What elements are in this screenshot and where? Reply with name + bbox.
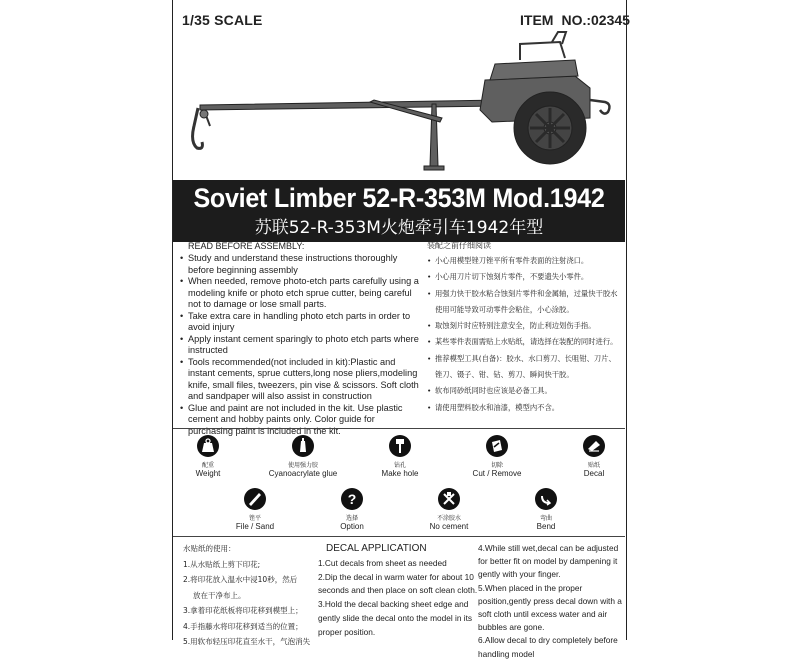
decal-instructions-cn	[183, 541, 333, 650]
legend-label-en: No cement	[429, 522, 469, 531]
decal-step: 3.Hold the decal backing sheet edge and gently slide the decal onto the model in its proper position.	[318, 599, 473, 637]
legend-file	[215, 488, 295, 531]
list-item: • Apply instant cement sparingly to photo etch parts where instructed	[180, 334, 420, 357]
list-item: • Take extra care in handling photo etch parts in order to avoid injury	[180, 311, 420, 334]
list-item: • Study and understand these instructions thoroughly before beginning assembly	[180, 253, 420, 276]
decal-step: 6.Allow decal to dry completely before handling model	[478, 635, 618, 659]
decal-heading-cn: 水贴纸的使用：	[183, 544, 236, 553]
no-cement-icon	[438, 488, 460, 510]
divider	[173, 428, 625, 429]
legend-decal	[554, 435, 634, 478]
weight-icon	[197, 435, 219, 457]
legend-label-cn: 锉平	[248, 515, 261, 522]
legend-label-cn: 弯曲	[539, 515, 552, 522]
file-icon	[244, 488, 266, 510]
legend-label-en: Weight	[195, 469, 221, 478]
legend-drill	[360, 435, 440, 478]
decal-step-cn: 1.从水贴纸上剪下印花;	[183, 559, 261, 569]
legend-label-cn: 配重	[201, 462, 214, 469]
item-label: ITEM	[520, 12, 554, 28]
decal-step-cn: 2.将印花放入温水中浸10秒，然后	[183, 575, 298, 584]
legend-label-cn: 贴纸	[587, 462, 600, 469]
list-item: • Tools recommended(not included in kit):Plastic and instant cements, sprue cutters,long nose pliers,modeling knife, small files, tweezers, pin vise & scissors. Soft cloth and sandpaper will also assist in construction	[180, 357, 420, 403]
legend-label-en: File / Sand	[235, 522, 275, 531]
decal-step: 2.Dip the decal in warm water for about 10 seconds and then place on soft clean cloth.	[318, 571, 478, 596]
list-item: • 小心用刀片切下蚀刻片零件，不要遗失小零件。	[427, 269, 623, 285]
list-item: • 推荐模型工具(自备)：胶水、水口剪刀、长咀钳、刀片、	[427, 351, 623, 367]
list-item: • 软布同砂纸同时也应该是必备工具。	[427, 383, 623, 399]
decal-step: 4.While still wet,decal can be adjusted for better fit on model by dampening it gently with your finger.	[478, 543, 619, 580]
list-item: • 某些零件表面需贴上水贴纸，请选择在装配的同时进行。	[427, 334, 623, 350]
legend-label-en: Decal	[583, 469, 605, 478]
decal-step: 5.When placed in the proper position,gently press decal down with a soft cloth until excess water and air bubbles are gone.	[478, 582, 622, 633]
decal-instructions-en	[318, 542, 478, 640]
list-item: 使用可能导致可动零件会粘住，小心涂胶。	[435, 304, 574, 314]
legend-label-cn: 使用强力胶	[287, 462, 318, 469]
list-item: • 用强力快干胶水粘合蚀刻片零件和金属轴，过量快干胶水	[427, 286, 623, 302]
read-before-heading-cn: 装配之前仔细阅读	[427, 241, 491, 250]
legend-label-en: Option	[340, 522, 364, 531]
legend-option	[312, 488, 392, 531]
title-chinese: 苏联52-R-353M火炮牵引车1942年型	[254, 218, 544, 238]
decal-step-cn: 3.拿着印花纸板将印花移到模型上；	[183, 606, 303, 615]
decal-heading: DECAL APPLICATION	[326, 543, 427, 554]
legend-cut	[457, 435, 537, 478]
decal-instructions-en-right	[478, 542, 628, 661]
decal-step-cn: 放在干净布上。	[193, 590, 246, 600]
list-item: • 取蚀刻片时应特别注意安全，防止利边划伤手指。	[427, 318, 623, 334]
list-item: • When needed, remove photo-etch parts carefully using a modeling knife or photo etch sprue cutter, being careful not to damage or lose small parts.	[180, 276, 420, 311]
title-english: Soviet Limber 52-R-353M Mod.1942	[193, 183, 605, 213]
legend-weight	[168, 435, 248, 478]
read-before-list	[180, 253, 420, 437]
list-item: 锉刀、镊子、钳、钻、剪刀、瞬间快干胶。	[435, 370, 574, 380]
item-number-value: NO.:02345	[561, 12, 630, 28]
scale-label: 1/35 SCALE	[182, 12, 263, 28]
legend-label-en: Bend	[536, 522, 556, 531]
legend-label-en: Make hole	[381, 469, 419, 478]
decal-step: 1.Cut decals from sheet as needed	[318, 557, 447, 568]
legend-label-cn: 钻孔	[393, 462, 406, 469]
legend-label-cn: 不涂胶水	[436, 515, 461, 522]
bend-icon	[535, 488, 557, 510]
divider	[173, 536, 625, 537]
legend-glue	[263, 435, 343, 478]
drill-icon	[389, 435, 411, 457]
decal-step-cn: 5.用软布轻压印花直至水干，气泡消失	[183, 637, 311, 646]
decal-icon	[583, 435, 605, 457]
legend-label-cn: 切除	[490, 462, 503, 469]
list-item: • 请使用塑料胶水和油漆，模型内不含。	[427, 400, 623, 416]
option-icon	[341, 488, 363, 510]
cut-icon	[486, 435, 508, 457]
decal-step-cn: 4.手指藤水将印花移到适当的位置；	[183, 621, 303, 631]
limber-illustration	[180, 30, 620, 180]
list-item: • 小心用模型锉刀锉平所有零件表面的注射浇口。	[427, 253, 623, 269]
item-number	[520, 12, 630, 28]
read-before-list-cn	[427, 253, 623, 416]
legend-no-cement	[409, 488, 489, 531]
legend-label-en: Cyanoacrylate glue	[268, 469, 338, 478]
list-item: • Glue and paint are not included in the kit. Use plastic cement and hobby paints only. Color guide for purchasing paint is included in the kit.	[180, 403, 420, 438]
title-banner	[173, 180, 625, 242]
glue-icon	[292, 435, 314, 457]
svg-text:?: ?	[347, 491, 357, 507]
legend-label-en: Cut / Remove	[472, 469, 522, 478]
legend-bend	[506, 488, 586, 531]
legend-label-cn: 选择	[345, 515, 358, 522]
read-before-heading: READ BEFORE ASSEMBLY:	[188, 241, 305, 251]
